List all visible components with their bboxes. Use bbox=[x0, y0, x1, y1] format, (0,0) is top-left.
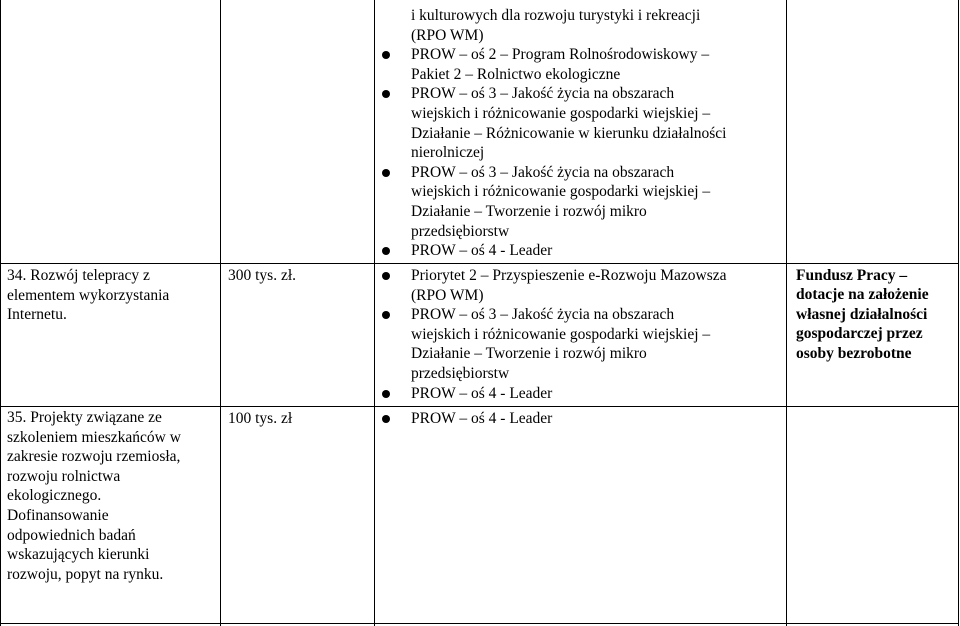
table-column-divider bbox=[786, 0, 787, 626]
text-line: wskazujących kierunki bbox=[7, 546, 150, 564]
text-line: 35. Projekty związane ze bbox=[7, 409, 162, 426]
bullet-icon bbox=[382, 390, 390, 398]
text-line: PROW – oś 4 - Leader bbox=[411, 242, 553, 260]
task-34 bbox=[7, 266, 207, 325]
text-line: (RPO WM) bbox=[411, 26, 484, 44]
list-item bbox=[382, 45, 782, 84]
text-line: (RPO WM) bbox=[411, 286, 484, 304]
bullet-icon bbox=[382, 272, 390, 280]
table-column-divider bbox=[374, 0, 375, 626]
task-35 bbox=[7, 408, 207, 584]
text-line: Fundusz Pracy – bbox=[796, 267, 908, 284]
bullet-icon bbox=[382, 247, 390, 255]
table-column-divider bbox=[220, 0, 221, 626]
text-line: nierolniczej bbox=[411, 144, 485, 162]
text-line: przedsiębiorstw bbox=[411, 222, 510, 240]
bullet-icon bbox=[382, 169, 390, 177]
text-line: Internetu. bbox=[7, 306, 67, 324]
text-line: dotacje na założenie bbox=[796, 286, 929, 304]
bullet-icon bbox=[382, 415, 390, 423]
row-divider bbox=[0, 263, 959, 264]
text-line: PROW – oś 4 - Leader bbox=[411, 384, 553, 402]
bullet-icon bbox=[382, 90, 390, 98]
text-line: PROW – oś 3 – Jakość życia na obszarach bbox=[411, 85, 675, 103]
table-border-bottom bbox=[0, 623, 959, 624]
text-line: PROW – oś 2 – Program Rolnośrodowiskowy – bbox=[411, 46, 710, 64]
text-line: ekologicznego. bbox=[7, 487, 102, 505]
text-line: Dofinansowanie bbox=[7, 506, 109, 524]
text-line: gospodarczej przez bbox=[796, 325, 923, 343]
list-item bbox=[382, 84, 782, 162]
text-line: Działanie – Tworzenie i rozwój mikro bbox=[411, 345, 647, 363]
text-line: 34. Rozwój telepracy z bbox=[7, 267, 150, 284]
table-border-left bbox=[0, 0, 1, 626]
list-item bbox=[382, 266, 782, 305]
list-item bbox=[382, 163, 782, 241]
note-34 bbox=[796, 266, 956, 363]
list-item bbox=[382, 305, 782, 383]
funding-sources-continued bbox=[382, 6, 782, 261]
text-line: przedsiębiorstw bbox=[411, 364, 510, 382]
text-line: własnej działalności bbox=[796, 305, 928, 323]
text-line: wiejskich i różnicowanie gospodarki wiejskiej – bbox=[411, 325, 711, 343]
funding-sources-35 bbox=[382, 409, 782, 429]
list-item bbox=[382, 241, 782, 261]
text-line: wiejskich i różnicowanie gospodarki wiejskiej – bbox=[411, 183, 711, 201]
text-line: odpowiednich badań bbox=[7, 526, 136, 544]
text-line: PROW – oś 4 - Leader bbox=[411, 410, 553, 427]
text-line: wiejskich i różnicowanie gospodarki wiejskiej – bbox=[411, 104, 711, 122]
list-item bbox=[382, 409, 782, 429]
text-line: osoby bezrobotne bbox=[796, 344, 912, 362]
amount-34: 300 tys. zł. bbox=[228, 267, 297, 284]
list-item bbox=[382, 384, 782, 404]
text-line: rozwoju, popyt na rynku. bbox=[7, 565, 164, 583]
text-line: Działanie – Różnicowanie w kierunku działalności bbox=[411, 124, 727, 142]
amount-35: 100 tys. zł bbox=[228, 410, 293, 427]
text-line: szkoleniem mieszkańców w bbox=[7, 428, 181, 446]
text-line: Działanie – Tworzenie i rozwój mikro bbox=[411, 202, 647, 220]
text-line: i kulturowych dla rozwoju turystyki i rekreacji bbox=[411, 7, 701, 24]
bullet-icon bbox=[382, 51, 390, 59]
text-line: zakresie rozwoju rzemiosła, bbox=[7, 448, 181, 466]
text-line: PROW – oś 3 – Jakość życia na obszarach bbox=[411, 163, 675, 181]
table-border-right bbox=[958, 0, 959, 626]
text-line: Pakiet 2 – Rolnictwo ekologiczne bbox=[411, 65, 621, 83]
list-item bbox=[382, 6, 782, 45]
text-line: elementem wykorzystania bbox=[7, 286, 170, 304]
funding-sources-34 bbox=[382, 266, 782, 403]
row-divider bbox=[0, 406, 959, 407]
bullet-icon bbox=[382, 311, 390, 319]
text-line: rozwoju rolnictwa bbox=[7, 467, 121, 485]
text-line: PROW – oś 3 – Jakość życia na obszarach bbox=[411, 306, 675, 324]
text-line: Priorytet 2 – Przyspieszenie e-Rozwoju Mazowsza bbox=[411, 267, 727, 284]
